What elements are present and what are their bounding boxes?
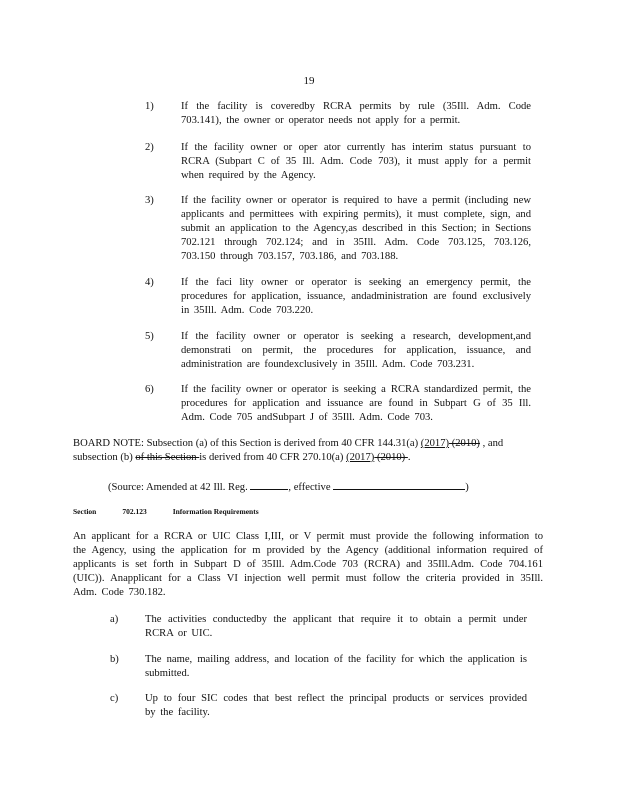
list-item <box>145 330 545 372</box>
board-note-text: . <box>407 452 411 463</box>
board-note-text: BOARD NOTE: Subsection (a) of this Section is derived from 40 CFR 144.31(a) <box>73 438 421 449</box>
sub-item-number: a) <box>110 614 119 625</box>
section-number: 702.123 <box>122 507 147 516</box>
source-note <box>108 478 548 495</box>
item-number: 4) <box>145 277 154 288</box>
reg-blank <box>250 478 288 490</box>
sub-item <box>110 653 540 681</box>
sub-item-number: c) <box>110 693 119 704</box>
list-item <box>145 141 545 183</box>
list-item <box>145 100 545 128</box>
board-note-insertion: (2017) <box>420 438 450 449</box>
section-heading <box>73 505 285 519</box>
sub-item <box>110 613 540 641</box>
sub-item-number: b) <box>110 654 119 665</box>
item-number: 2) <box>145 142 154 153</box>
sub-item-text: The activities conductedby the applicant that require it to obtain a permit under RCRA or UIC. <box>145 614 527 639</box>
board-note-deletion: (2010) <box>449 438 480 449</box>
item-text: If the faci lity owner or operator is seeking an emergency permit, the procedures for application, issuance, andadministration are found exclusively in 35Ill. Adm. Code 703.220. <box>181 277 531 316</box>
item-text: If the facility owner or operator is seeking a research, development,and demonstrati on permit, the procedures for application, issuance, and administration are foundexclusively in 35Ill. Adm. Code 703.231. <box>181 331 531 370</box>
section-label: Section <box>73 507 97 516</box>
item-number: 1) <box>145 101 154 112</box>
page-number: 19 <box>303 75 315 87</box>
item-number: 5) <box>145 331 154 342</box>
sub-item <box>110 692 540 720</box>
board-note-deletion: (2010) <box>374 452 408 463</box>
source-effective: , effective <box>288 482 331 493</box>
source-suffix: ) <box>465 482 469 493</box>
item-text: If the facility owner or operator is required to have a permit (including new applicants and permittees with expiring permits), it must complete, sign, and submit an application to the Agency,as described in this Section; in Sections 702.121 through 702.124; and in 35Ill. Adm. Code 703.125, 703.126, 703.150 through 703.157, 703.186, and 703.188. <box>181 195 531 262</box>
intro-paragraph: An applicant for a RCRA or UIC Class I,III, or V permit must provide the following information to the Agency, using the application for m provided by the Agency (additional information required of applicants is set forth in Subpart D of 35Ill. Adm.Code 703 (RCRA) and 35Ill.Adm. Code 704.161 (UIC)). Anapplicant for a Class VI injection well permit must follow the criteria provided in 35Ill. Adm. Code 730.182. <box>73 531 543 598</box>
item-text: If the facility owner or oper ator currently has interim status pursuant to RCRA (Subpart C of 35 Ill. Adm. Code 703), it must apply for a permit when required by the Agency. <box>181 142 531 181</box>
list-item <box>145 276 545 318</box>
sub-item-text: The name, mailing address, and location of the facility for which the application is submitted. <box>145 654 527 679</box>
item-text: If the facility owner or operator is seeking a RCRA standardized permit, the procedures for application and issuance are found in Subpart G of 35 Ill. Adm. Code 705 andSubpart J of 35Ill. Adm. Code 703. <box>181 384 531 423</box>
board-note-text: is derived from 40 CFR 270.10(a) <box>199 452 347 463</box>
list-item <box>145 194 545 264</box>
item-text: If the facility is coveredby RCRA permits by rule (35Ill. Adm. Code 703.141), the owner or operator needs not apply for a permit. <box>181 101 531 126</box>
board-note-insertion: (2017) <box>346 452 375 463</box>
section-title: Information Requirements <box>172 507 259 516</box>
item-number: 6) <box>145 384 154 395</box>
board-note <box>73 437 543 465</box>
list-item <box>145 383 545 425</box>
item-number: 3) <box>145 195 154 206</box>
board-note-deletion: of this Section <box>135 452 200 463</box>
source-prefix: (Source: Amended at 42 Ill. Reg. <box>108 482 248 493</box>
sub-item-text: Up to four SIC codes that best reflect the principal products or services provided by the facility. <box>145 693 527 718</box>
effective-blank <box>333 478 465 490</box>
board-note-text: , and subsection (b) <box>73 438 504 463</box>
